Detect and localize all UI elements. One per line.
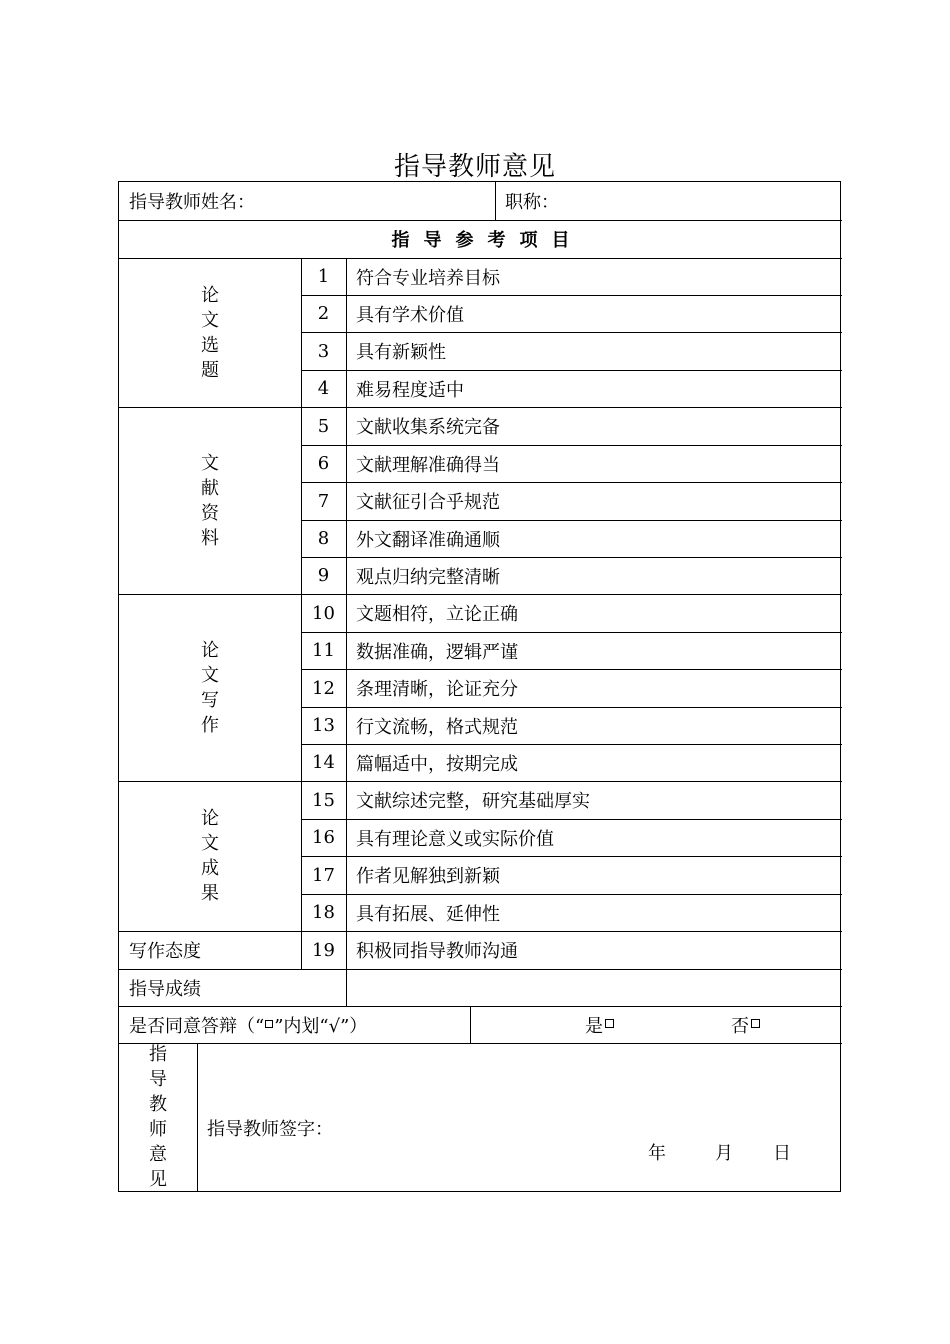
item-text: 文题相符，立论正确 <box>356 604 518 625</box>
item-text: 文献综述完整，研究基础厚实 <box>356 791 590 812</box>
column-divider <box>346 669 347 707</box>
opinion-label-char: 教 <box>149 1094 167 1115</box>
date-month: 月 <box>715 1143 733 1164</box>
column-divider <box>346 407 347 445</box>
opinion-label-char: 导 <box>149 1069 167 1090</box>
group-label-char: 论 <box>201 639 219 661</box>
opinion-label-char: 指 <box>149 1044 167 1065</box>
group-label-char: 成 <box>201 858 219 879</box>
group-label-char: 论 <box>201 284 219 306</box>
item-number: 2 <box>317 303 330 324</box>
attitude-label: 写作态度 <box>129 941 201 962</box>
defense-yes-option[interactable] <box>585 1006 645 1043</box>
column-divider <box>346 744 347 781</box>
item-number: 15 <box>312 789 335 811</box>
group-label-char: 资 <box>201 502 219 524</box>
group-label-char: 文 <box>201 664 219 686</box>
group-label <box>119 258 301 407</box>
group-label-char: 料 <box>201 527 219 549</box>
teacher-name-field[interactable]: 指导教师姓名： <box>129 192 255 213</box>
column-divider <box>346 969 347 1006</box>
no-checkbox[interactable] <box>751 1019 760 1028</box>
column-divider <box>346 856 347 894</box>
item-text: 具有理论意义或实际价值 <box>356 828 554 850</box>
column-divider <box>346 557 347 594</box>
group-label-char: 果 <box>201 883 219 904</box>
column-divider <box>346 332 347 370</box>
item-text: 具有学术价值 <box>356 304 464 326</box>
column-divider <box>346 819 347 856</box>
group-label-char: 文 <box>201 452 219 474</box>
group-label-char: 文 <box>201 309 219 331</box>
item-number: 8 <box>317 528 330 549</box>
group-label <box>119 407 301 594</box>
item-number: 14 <box>312 752 335 773</box>
group-label-char: 文 <box>201 833 219 854</box>
opinion-label-char: 意 <box>149 1144 167 1165</box>
item-number: 17 <box>312 864 335 886</box>
item-number: 10 <box>312 602 335 624</box>
item-number: 1 <box>317 266 330 287</box>
signature-label: 指导教师签字： <box>207 1119 333 1140</box>
group-label-char: 作 <box>201 714 219 736</box>
group-label-char: 选 <box>201 334 219 356</box>
column-divider <box>346 594 347 632</box>
defense-question-post: ”内划“√”） <box>274 1015 368 1037</box>
item-text: 行文流畅，格式规范 <box>356 716 518 738</box>
group-label <box>119 781 301 931</box>
item-text: 积极同指导教师沟通 <box>356 941 518 962</box>
group-label-char: 题 <box>201 359 219 381</box>
item-number: 16 <box>312 827 335 848</box>
date-day: 日 <box>773 1143 791 1164</box>
column-divider <box>346 445 347 482</box>
item-text: 数据准确，逻辑严谨 <box>356 641 518 663</box>
column-divider <box>346 931 347 969</box>
item-number: 6 <box>317 453 330 474</box>
no-label: 否 <box>731 1015 749 1037</box>
defense-question <box>119 1006 470 1043</box>
column-divider <box>346 781 347 819</box>
column-divider <box>346 370 347 407</box>
section-header: 指导参考项目 <box>391 230 584 251</box>
item-text: 条理清晰，论证充分 <box>356 679 518 700</box>
group-label-char: 写 <box>201 689 219 711</box>
item-text: 文献征引合乎规范 <box>356 492 500 513</box>
group-label-char: 论 <box>201 808 219 829</box>
group-label-char: 献 <box>201 477 219 499</box>
yes-checkbox[interactable] <box>605 1019 614 1028</box>
item-number: 3 <box>317 340 330 362</box>
group-label <box>119 594 301 781</box>
page-title: 指导教师意见 <box>393 152 556 182</box>
item-number: 18 <box>312 902 335 923</box>
grade-label: 指导成绩 <box>129 978 201 1000</box>
item-text: 符合专业培养目标 <box>356 267 500 289</box>
column-divider <box>346 482 347 520</box>
item-number: 11 <box>312 640 335 661</box>
column-divider <box>346 894 347 931</box>
item-number: 12 <box>312 677 335 699</box>
column-divider <box>346 520 347 557</box>
column-divider <box>346 258 347 295</box>
item-text: 文献收集系统完备 <box>356 417 500 438</box>
item-number: 19 <box>312 939 335 961</box>
item-text: 文献理解准确得当 <box>356 454 500 476</box>
item-number: 4 <box>317 378 330 399</box>
column-divider <box>495 182 496 220</box>
item-number: 7 <box>317 490 330 512</box>
opinion-form <box>118 181 841 1192</box>
item-text: 具有新颖性 <box>356 342 446 363</box>
item-text: 具有拓展、延伸性 <box>356 903 500 925</box>
column-divider <box>346 295 347 332</box>
item-number: 13 <box>312 715 335 736</box>
opinion-label-char: 见 <box>149 1169 167 1190</box>
column-divider <box>470 1006 471 1043</box>
item-number: 5 <box>317 415 330 437</box>
item-text: 观点归纳完整清晰 <box>356 566 500 588</box>
teacher-rank-field[interactable]: 职称： <box>505 192 559 213</box>
item-text: 篇幅适中，按期完成 <box>356 753 518 775</box>
item-text: 作者见解独到新颖 <box>356 866 500 887</box>
item-text: 难易程度适中 <box>356 379 464 401</box>
grade-input[interactable] <box>346 969 842 1006</box>
column-divider <box>346 707 347 744</box>
column-divider <box>301 931 302 969</box>
defense-no-option[interactable] <box>731 1006 791 1043</box>
yes-label: 是 <box>585 1015 603 1037</box>
column-divider <box>346 632 347 669</box>
date-year: 年 <box>648 1143 666 1164</box>
opinion-side-label <box>119 1043 197 1191</box>
opinion-label-char: 师 <box>149 1119 167 1140</box>
checkbox-symbol-icon <box>265 1020 273 1028</box>
item-text: 外文翻译准确通顺 <box>356 529 500 551</box>
item-number: 9 <box>317 565 330 586</box>
defense-question-pre: 是否同意答辩（“ <box>129 1015 265 1037</box>
